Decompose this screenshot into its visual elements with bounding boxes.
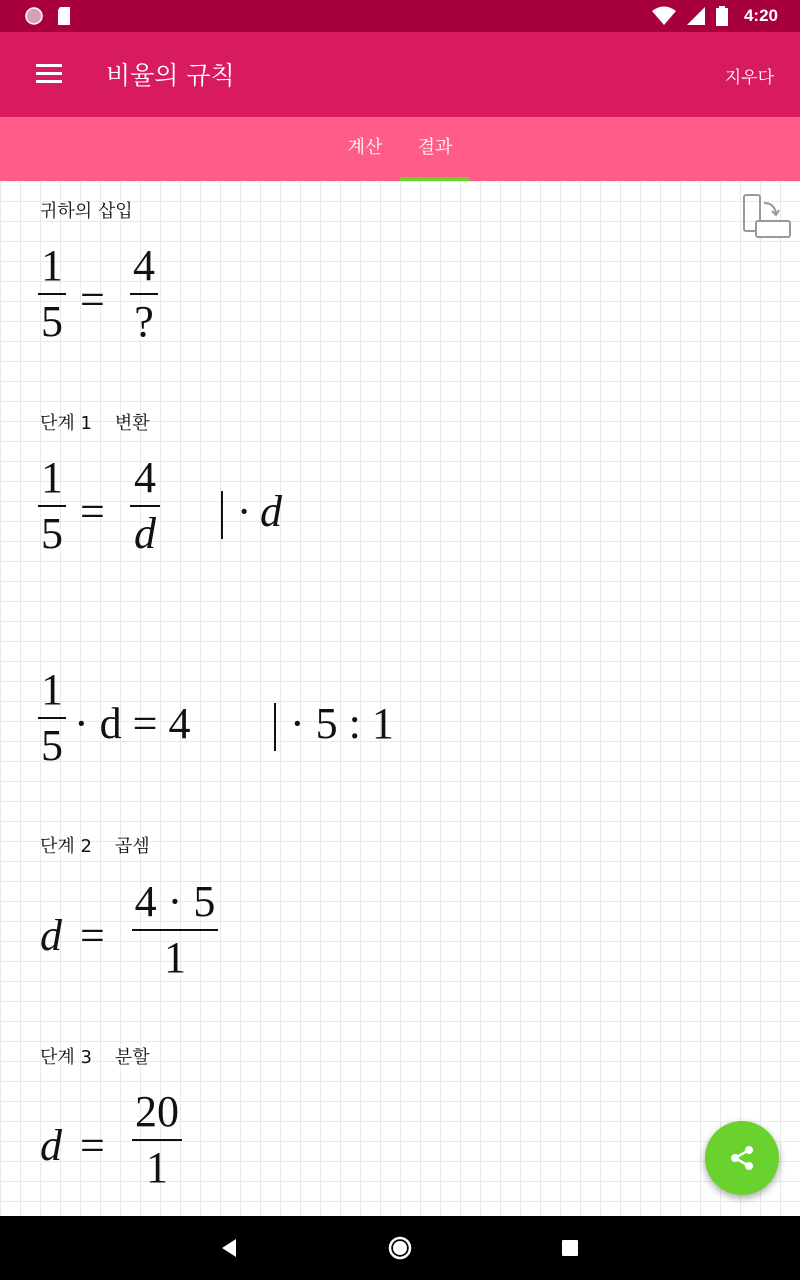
sd-card-icon [56, 6, 72, 26]
result-content[interactable] [0, 181, 800, 1216]
step3-variable: d [40, 1121, 62, 1170]
step2-variable: d [40, 911, 62, 960]
input-equals: = [80, 275, 105, 324]
back-icon[interactable] [218, 1236, 242, 1260]
step2-numerator: 4 · 5 [134, 877, 216, 926]
fraction-bar [38, 717, 66, 719]
input-lhs-numerator: 1 [41, 241, 63, 290]
operation-divider [274, 703, 276, 751]
recents-icon[interactable] [558, 1236, 582, 1260]
step3-numerator: 20 [135, 1087, 179, 1136]
fraction-bar [130, 505, 160, 507]
step1a-lhs-numerator: 1 [41, 453, 63, 502]
fraction-bar [38, 505, 66, 507]
input-rhs-fraction [130, 241, 158, 347]
step1a-operation: · d [238, 487, 282, 536]
step1a-lhs-fraction [38, 453, 66, 559]
step1b-lhs-denominator: 5 [41, 721, 63, 770]
clear-button[interactable]: 지우다 [724, 68, 774, 88]
step1b-lhs-fraction [38, 665, 66, 771]
step2-denominator: 1 [164, 933, 186, 982]
status-bar-right [652, 5, 778, 27]
input-lhs-fraction [38, 241, 66, 347]
input-lhs-denominator: 5 [41, 297, 63, 346]
fraction-bar [130, 293, 158, 295]
fraction-bar [132, 1139, 182, 1141]
status-time: 4:20 [743, 6, 778, 25]
status-bar [0, 0, 800, 32]
tab-calculate[interactable]: 계산 [347, 137, 383, 158]
step1a-rhs-denominator: d [134, 509, 156, 558]
step1a-rhs-numerator: 4 [134, 453, 156, 502]
step1a-rhs-fraction [130, 453, 160, 559]
step3-fraction [132, 1087, 182, 1193]
input-label: 귀하의 삽입 [40, 201, 133, 222]
home-icon[interactable] [388, 1236, 412, 1260]
share-icon [728, 1144, 756, 1172]
tab-result[interactable]: 결과 [417, 137, 453, 158]
input-rhs-denominator: ? [134, 297, 154, 346]
wifi-icon [652, 6, 676, 26]
app-title: 비율의 규칙 [106, 61, 235, 90]
step2-equals: = [80, 911, 105, 960]
step3-denominator: 1 [146, 1143, 168, 1192]
step3-label: 단계 3 분할 [40, 1047, 150, 1068]
step1a-lhs-denominator: 5 [41, 509, 63, 558]
fraction-bar [132, 929, 218, 931]
step1a-equals: = [80, 487, 105, 536]
tab-bar [0, 117, 800, 181]
status-bar-left [24, 6, 72, 26]
step1-label: 단계 1 변환 [40, 413, 150, 434]
step2-label: 단계 2 곱셈 [40, 836, 150, 857]
navigation-bar [0, 1216, 800, 1280]
input-rhs-numerator: 4 [133, 241, 155, 290]
step1b-expression: · d = 4 [74, 699, 191, 748]
step2-fraction [132, 877, 218, 983]
battery-icon [716, 6, 728, 26]
signal-icon [686, 6, 706, 26]
circle-notification-icon [24, 6, 44, 26]
operation-divider [221, 491, 223, 539]
fraction-bar [38, 293, 66, 295]
rotate-screen-icon[interactable] [740, 193, 794, 241]
step1b-lhs-numerator: 1 [41, 665, 63, 714]
menu-icon[interactable] [36, 64, 62, 84]
share-button[interactable] [705, 1121, 779, 1195]
app-bar [0, 32, 800, 117]
step1b-operation: · 5 : 1 [290, 699, 394, 748]
step3-equals: = [80, 1121, 105, 1170]
